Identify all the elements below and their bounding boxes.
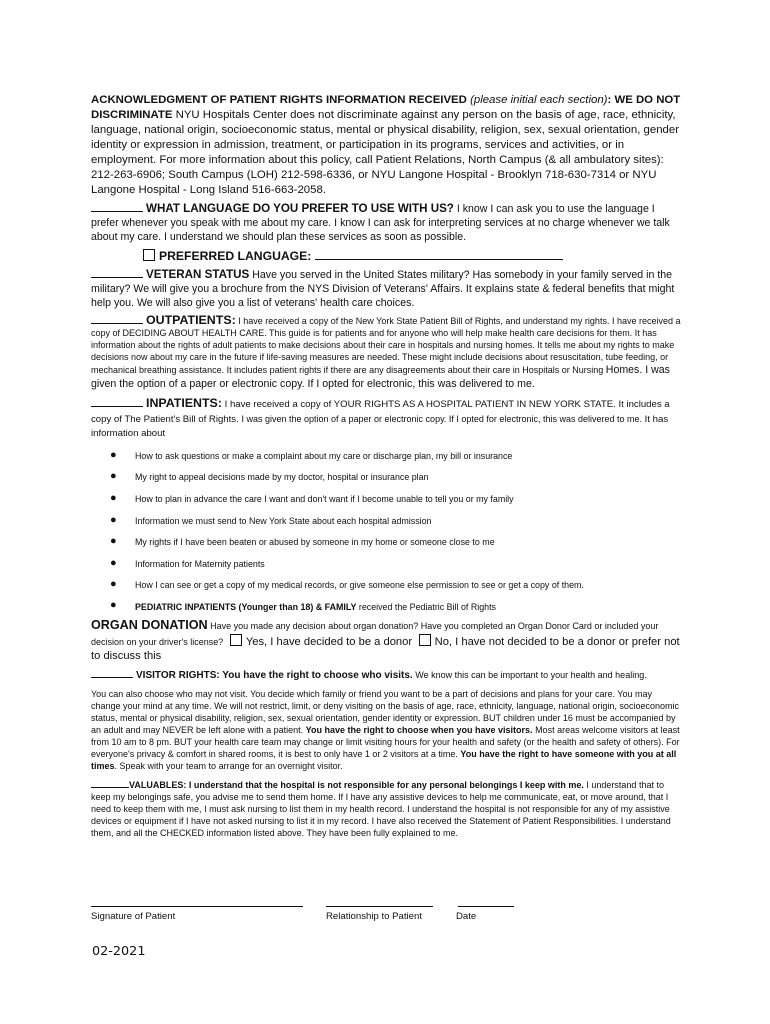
visitor-body-1: You can also choose who may not visit. You decide which family or friend you want to be a part of decisions and plans for your care. You may change your mind at any time. We will not restrict, limit, or deny visiting on the basis of age, race, ethnicity, language, national origin, socioeconomic status, mental or physical disability, religion, sex, sexual orientation, gender identity or expression. BUT children under 16 must be accompanied by an adult and may NEVER be left alone with a patient. (91, 688, 679, 735)
language-text: I know I can ask you to use the language I prefer whenever you speak with me about my care. I know I can ask for interpreting services at no charge whenever we talk about my care. I understand we should plan these services as soon as possible. (91, 203, 670, 244)
revision-date: 02-2021 (92, 944, 146, 959)
form-heading: ACKNOWLEDGMENT OF PATIENT RIGHTS INFORMATION RECEIVED (91, 94, 467, 106)
list-item: ● How I can see or get a copy of my medical records, or give someone else permission to see or get a copy of them. (110, 578, 584, 591)
bullet-icon: ● (110, 599, 117, 611)
visitor-body-2: Most areas welcome visitors at least from 10 am to 8 pm. BUT your health care team may change or limit visiting hours for your health and safety (or the health and safety of others). For everyone's privacy & comfort in shared rooms, it is best to only have 1 or 2 visitors at a time. (91, 724, 680, 759)
valuables-heading: VALUABLES: I understand that the hospital is not responsible for any personal belongings I keep with me. (129, 779, 584, 790)
donor-no-checkbox[interactable] (419, 634, 431, 646)
language-section (91, 202, 681, 245)
preferred-language-row (139, 249, 681, 264)
initial-field-outpatients[interactable] (91, 314, 143, 324)
list-item: ● How to plan in advance the care I want and don't want if I become unable to tell you or my family (110, 492, 514, 505)
list-item: ● Information for Maternity patients (110, 556, 265, 569)
outpatients-heading: OUTPATIENTS: (146, 313, 236, 328)
bullet-icon: ● (110, 448, 117, 461)
inpatients-heading: INPATIENTS: (146, 395, 222, 410)
donor-yes-label: Yes, I have decided to be a donor (245, 635, 413, 648)
list-item: ● Information we must send to New York State about each hospital admission (110, 513, 432, 526)
form-heading-note: (please initial each section) (470, 94, 608, 106)
pediatric-item (91, 601, 681, 613)
visitor-body-bold-1: You have the right to choose when you have visitors. (305, 724, 533, 735)
initial-field-veteran[interactable] (91, 268, 143, 278)
outpatients-text-end: Homes. I was given the option of a paper or electronic copy. If I opted for electronic, this was delivered to me. (91, 364, 670, 391)
preferred-language-checkbox[interactable] (143, 249, 155, 261)
initial-field-language[interactable] (91, 202, 143, 212)
form-content (91, 93, 681, 839)
organ-donation-heading: ORGAN DONATION (91, 618, 208, 632)
relationship-label: Relationship to Patient (326, 911, 422, 922)
outpatients-section (91, 314, 681, 391)
initial-field-inpatients[interactable] (91, 397, 143, 407)
visitor-rights-heading-text: We know this can be important to your health and healing. (415, 669, 647, 680)
inpatients-text-c: It has information about (91, 414, 669, 440)
bullet-icon: ● (110, 578, 117, 591)
organ-donation-section (91, 618, 681, 664)
language-heading: WHAT LANGUAGE DO YOU PREFER TO USE WITH US? (146, 202, 454, 215)
bullet-icon: ● (110, 470, 117, 483)
list-item: ● My right to appeal decisions made by my doctor, hospital or insurance plan (110, 470, 429, 483)
list-item: ● My rights if I have been beaten or abused by someone in my home or someone close to me (110, 535, 495, 548)
visitor-rights-heading: VISITOR RIGHTS: You have the right to choose who visits. (136, 669, 413, 681)
inpatients-info-list (91, 450, 681, 613)
outpatients-text: I have received a copy of the New York State Patient Bill of Rights, and understand my rights. I have received a copy of DECIDING ABOUT HEALTH CARE. This guide is for patients and for anyone who will help make health care decisions for them. It has information about the rights of adult patients to make decisions about their care in hospitals and nursing homes. It tells me about my rights to make decisions now about my care in the future if life-saving measures are needed. These might include decisions about resuscitation, tube feeding, or mechanical breathing assistance. It includes patient rights if there are any disagreements about their care in Hospitals or Nursing (91, 316, 681, 376)
preferred-language-label: PREFERRED LANGUAGE: (159, 248, 312, 263)
visitor-rights-section (91, 668, 681, 683)
nondiscrimination-text: NYU Hospitals Center does not discriminate against any person on the basis of age, race, ethnicity, language, national origin, socioeconomic status, mental or physical disability, religion, sex, sexual orientation, gender identity or expression in admission, treatment, or participation in its programs, services and activities, or in employment. For more information about this policy, call Patient Relations, North Campus (& all ambulatory sites): 212-263-6906; South Campus (LOH) 212-598-6336, or NYU Langone Hospital - Brooklyn 718-630-7314 or NYU Langone Hospital - Long Island 516-663-2058. (91, 109, 680, 196)
nondiscrimination-section: ACKNOWLEDGMENT OF PATIENT RIGHTS INFORMATION RECEIVED (please initial each section): WE DO NOT DISCRIMINATE NYU Hospitals Center does not discriminate against any person on the basis of age, race, ethnicity, language, national origin, socioeconomic status, mental or physical disability, religion, sex, sexual orientation, gender identity or expression in admission, treatment, or participation in its programs, services and activities, or in employment. For more information about this policy, call Patient Relations, North Campus (& all ambulatory sites): 212-263-6906; South Campus (LOH) 212-598-6336, or NYU Langone Hospital - Brooklyn 718-630-7314 or NYU Langone Hospital - Long Island 516-663-2058. (91, 94, 681, 196)
initial-field-valuables[interactable] (91, 778, 129, 788)
veteran-heading: VETERAN STATUS (146, 267, 250, 281)
veteran-section (91, 268, 681, 311)
bullet-icon: ● (110, 556, 117, 569)
patient-signature-label: Signature of Patient (91, 911, 176, 922)
relationship-field[interactable] (326, 898, 433, 907)
pediatric-text: received the Pediatric Bill of Rights (358, 602, 496, 612)
pediatric-heading: PEDIATRIC INPATIENTS (Younger than 18) & FAMILY (135, 602, 357, 612)
preferred-language-input[interactable] (315, 249, 563, 260)
organ-donation-text: Have you made any decision about organ donation? Have you completed an Organ Donor Card or included your decision on your driver's license? (91, 621, 659, 647)
bullet-icon: ● (110, 492, 117, 505)
visitor-body-bold-2: You have the right to have someone with you at all times (91, 748, 677, 771)
signature-row (91, 898, 691, 928)
veteran-text: Have you served in the United States military? Has somebody in your family served in the military? We will give you a brochure from the NYS Division of Veterans' Affairs. It explains state & federal benefits that might help you. We will also give you a list of veterans' health care choices. (91, 268, 675, 310)
date-field[interactable] (458, 898, 514, 907)
inpatients-section (91, 396, 681, 442)
initial-field-visitor[interactable] (91, 668, 133, 678)
donor-yes-checkbox[interactable] (230, 634, 242, 646)
inpatients-text-a: I have received a copy of YOUR RIGHTS AS A HOSPITAL PATIENT IN NEW YORK STATE. It includes a copy of The Patient's Bill of Rights. (91, 398, 670, 426)
bullet-icon: ● (110, 535, 117, 548)
date-label: Date (456, 911, 477, 922)
list-item: ● How to ask questions or make a complaint about my care or discharge plan, my bill or insurance (110, 448, 513, 461)
donor-no-label: No, I have not decided to be a donor or prefer not to discuss this (91, 635, 680, 663)
nondiscrimination-heading: WE DO NOT DISCRIMINATE (91, 94, 681, 121)
valuables-section (91, 778, 681, 839)
valuables-text: I understand that to keep my belongings safe, you advise me to send them home. If I have any assistive devices to help me communicate, eat, or move around, that I need to keep them with me, I must ask nursing to list them in my health record. I understand the hospital is not responsible for any of my assistive devices or equipment if I have not asked nursing to list it in my record. I have also received the Statement of Patient Responsibilities. I understand them, and all the CHECKED information listed above. They have been fully explained to me. (91, 779, 671, 838)
visitor-body-3: . Speak with your team to arrange for an overnight visitor. (114, 760, 343, 771)
patient-signature-field[interactable] (91, 898, 303, 907)
inpatients-text-b: I was given the option of a paper or electronic copy. If I opted for electronic, this was delivered to me. (241, 414, 642, 425)
bullet-icon: ● (110, 513, 117, 526)
visitor-rights-body (91, 688, 681, 772)
